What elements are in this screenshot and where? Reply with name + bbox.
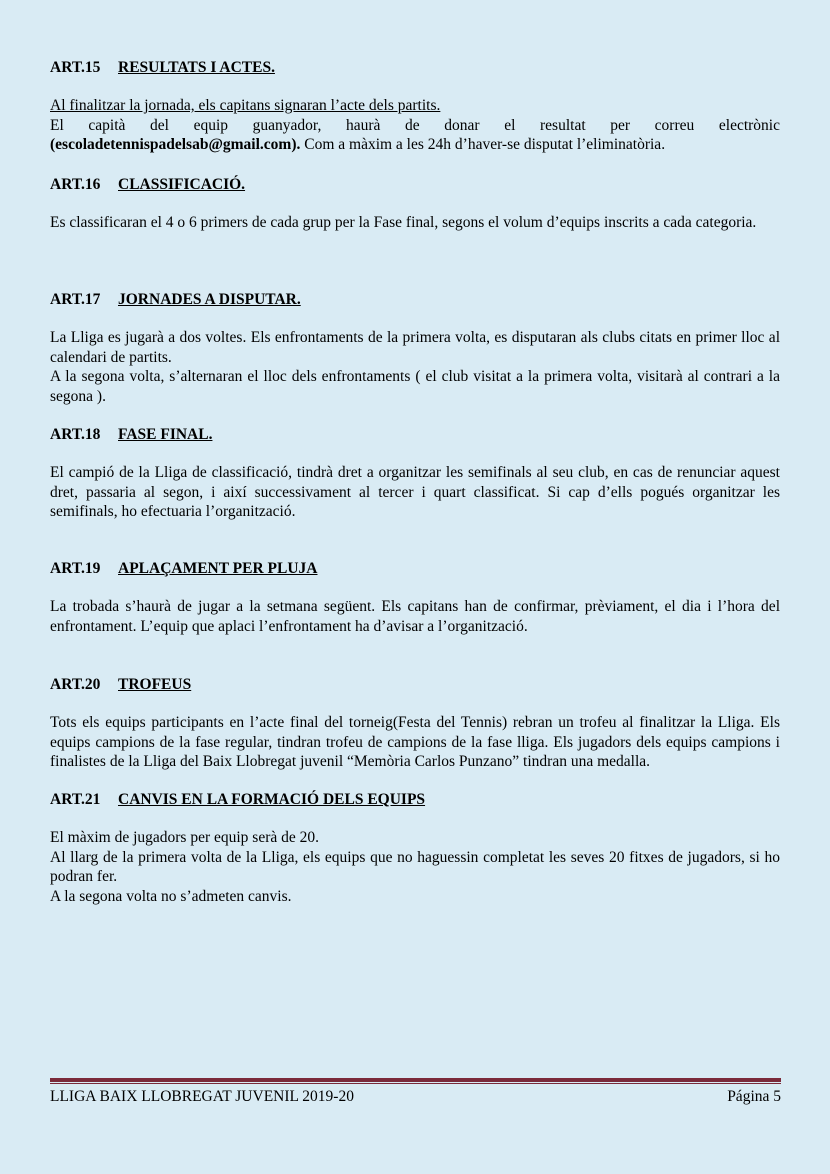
body-text: Com a màxim a les 24h d’haver-se disputat l’eliminatòria.: [300, 136, 666, 153]
article-17: [50, 290, 780, 406]
article-title: CLASSIFICACIÓ.: [118, 176, 246, 193]
article-heading: [50, 425, 780, 445]
footer-rule: [50, 1078, 781, 1082]
article-title: CANVIS EN LA FORMACIÓ DELS EQUIPS: [118, 791, 426, 808]
article-body: A la segona volta no s’admeten canvis.: [50, 887, 292, 905]
article-16: [50, 175, 780, 233]
article-heading: [50, 58, 780, 78]
article-19: [50, 559, 780, 636]
article-heading: [50, 790, 780, 810]
body-text: El capità del equip guanyador, haurà de donar el resultat per correu electrònic: [50, 116, 780, 134]
article-18: [50, 425, 780, 522]
article-20: [50, 675, 780, 772]
article-body: La trobada s’haurà de jugar a la setmana següent. Els capitans han de confirmar, prèviament, el dia i l’hora del enfrontament. L’equip que aplaci l’enfrontament ha d’avisar a l’organització.: [50, 598, 780, 635]
article-body: El campió de la Lliga de classificació, tindrà dret a organitzar les semifinals al seu club, en cas de renunciar aquest dret, passaria al segon, i així successivament al tercer i quart classificat. Si cap d’ells pogués organitzar les semifinals, ho efectuaria l’organització.: [50, 464, 780, 520]
article-title: TROFEUS: [118, 676, 192, 693]
article-body: El màxim de jugadors per equip serà de 20.: [50, 829, 320, 846]
article-number: ART.16: [50, 176, 101, 193]
body-line: Al finalitzar la jornada, els capitans signaran l’acte dels partits.: [50, 97, 441, 114]
article-title: FASE FINAL.: [118, 426, 213, 443]
article-title: APLAÇAMENT PER PLUJA: [118, 560, 318, 577]
email-address: (escoladetennispadelsab@gmail.com).: [50, 136, 301, 153]
article-heading: [50, 559, 780, 579]
article-21: [50, 790, 780, 906]
article-number: ART.18: [50, 426, 101, 443]
article-title: RESULTATS I ACTES.: [118, 59, 275, 76]
article-15: [50, 58, 780, 155]
article-body: Tots els equips participants en l’acte final del torneig(Festa del Tennis) rebran un trofeu al finalitzar la Lliga. Els equips campions de la fase regular, tindran trofeu de campions de la fase lliga. Els jugadors dels equips campions i finalistes de la Lliga del Baix Llobregat juvenil “Memòria Carlos Punzano” tindran una medalla.: [50, 714, 780, 770]
footer-title: LLIGA BAIX LLOBREGAT JUVENIL 2019-20: [50, 1088, 354, 1105]
article-title: JORNADES A DISPUTAR.: [118, 291, 301, 308]
article-body: A la segona volta, s’alternaran el lloc dels enfrontaments ( el club visitat a la primera volta, visitarà al contrari a la segona ).: [50, 368, 780, 405]
article-body: La Lliga es jugarà a dos voltes. Els enfrontaments de la primera volta, es disputaran als clubs citats en primer lloc al calendari de partits.: [50, 329, 780, 366]
article-body: [50, 96, 780, 155]
article-body: Al llarg de la primera volta de la Lliga, els equips que no haguessin completat les seves 20 fitxes de jugadors, si ho podran fer.: [50, 848, 780, 885]
article-heading: [50, 175, 780, 195]
article-number: ART.15: [50, 59, 101, 76]
footer-rule-thin: [50, 1083, 781, 1084]
page-number: Página 5: [727, 1088, 781, 1105]
article-body: Es classificaran el 4 o 6 primers de cada grup per la Fase final, segons el volum d’equips inscrits a cada categoria.: [50, 214, 757, 231]
article-number: ART.21: [50, 791, 101, 808]
article-number: ART.20: [50, 676, 101, 693]
article-number: ART.19: [50, 560, 101, 577]
article-heading: [50, 290, 780, 310]
article-heading: [50, 675, 780, 695]
article-number: ART.17: [50, 291, 101, 308]
